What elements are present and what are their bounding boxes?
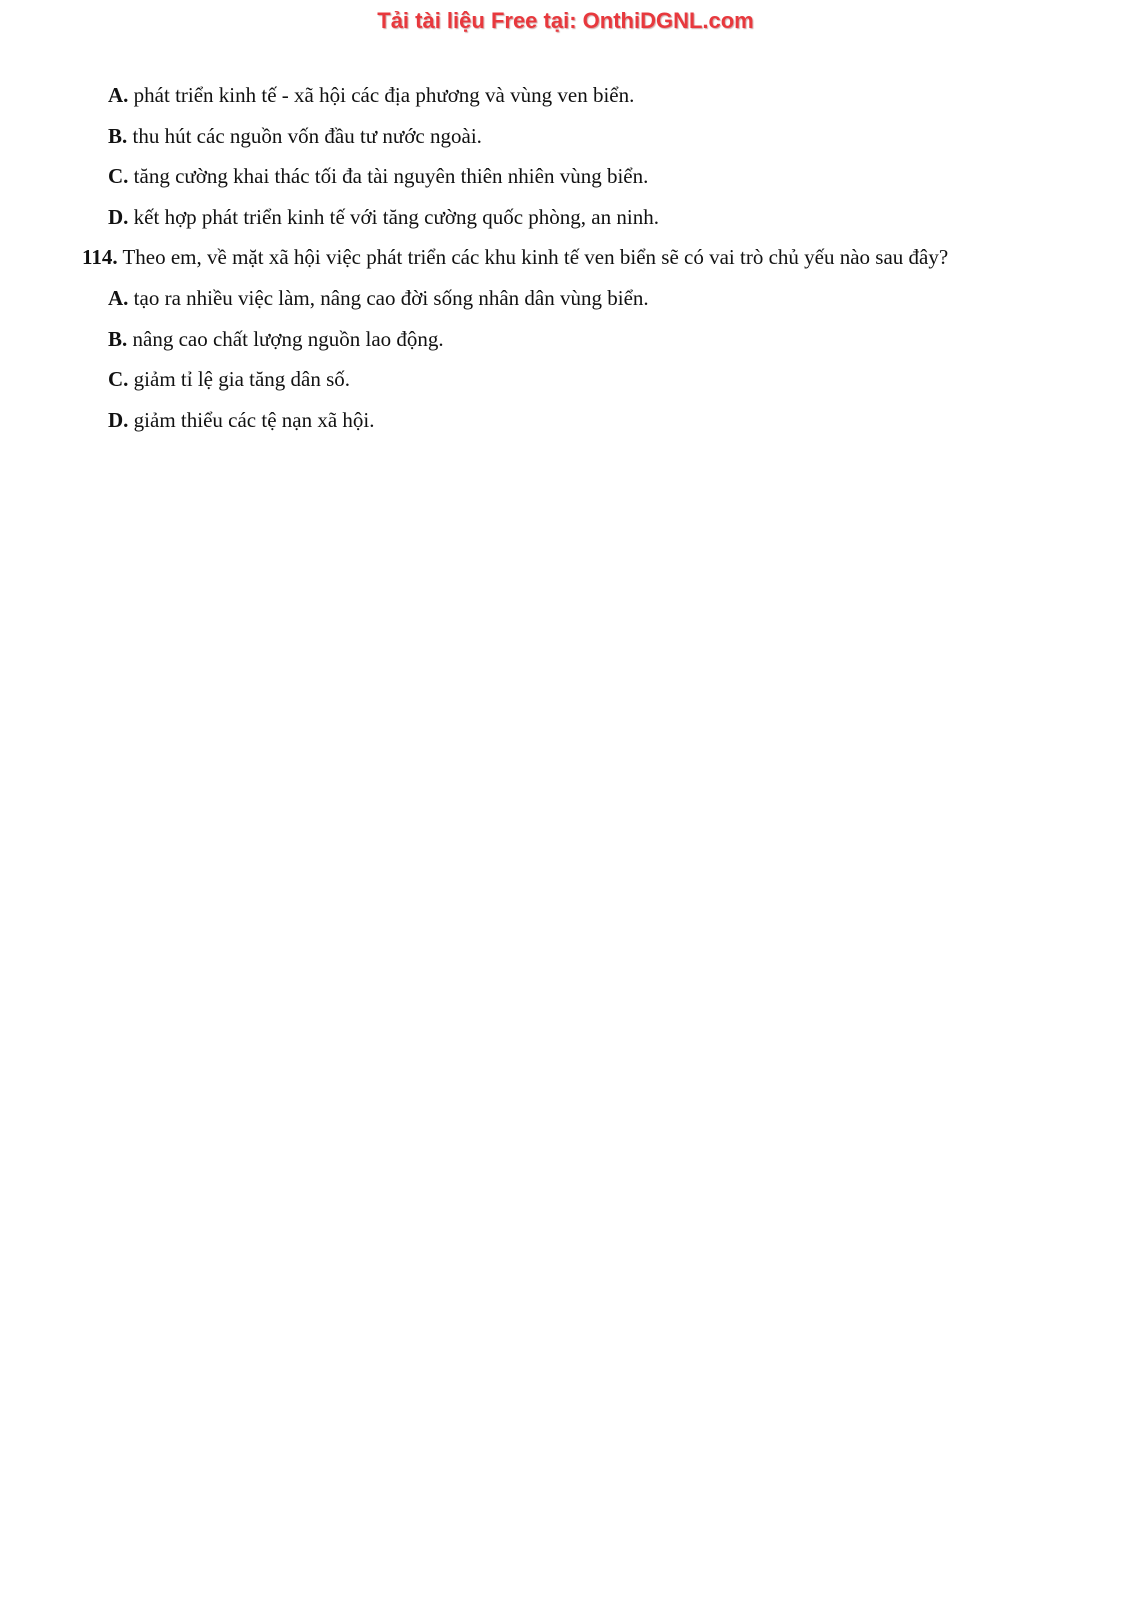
option-text: thu hút các nguồn vốn đầu tư nước ngoài.	[127, 123, 482, 148]
question-text: Theo em, về mặt xã hội việc phát triển các khu kinh tế ven biển sẽ có vai trò chủ yếu nào sau đây?	[117, 245, 949, 270]
option-text: tạo ra nhiều việc làm, nâng cao đời sống nhân dân vùng biển.	[128, 285, 649, 310]
q114-option-b	[0, 319, 1131, 360]
option-text: giảm tỉ lệ gia tăng dân số.	[128, 367, 351, 392]
option-text: tăng cường khai thác tối đa tài nguyên thiên nhiên vùng biển.	[128, 164, 649, 189]
question-number: 114.	[82, 245, 118, 270]
prev-option-c	[0, 156, 1131, 197]
prev-option-d	[0, 197, 1131, 238]
option-letter: C.	[108, 164, 129, 189]
question-content	[0, 75, 1131, 440]
option-letter: B.	[108, 326, 128, 351]
option-letter: D.	[108, 204, 129, 229]
option-text: phát triển kinh tế - xã hội các địa phương và vùng ven biển.	[128, 83, 635, 107]
prev-option-a	[0, 75, 1131, 116]
option-letter: D.	[108, 407, 129, 432]
q114-option-d	[0, 400, 1131, 441]
option-letter: C.	[108, 367, 129, 392]
option-text: kết hợp phát triển kinh tế với tăng cường quốc phòng, an ninh.	[128, 204, 659, 229]
q114-option-c	[0, 359, 1131, 400]
option-text: giảm thiểu các tệ nạn xã hội.	[128, 407, 375, 432]
option-letter: A.	[108, 83, 129, 107]
option-letter: A.	[108, 285, 129, 310]
question-114	[0, 237, 1131, 278]
option-text: nâng cao chất lượng nguồn lao động.	[127, 326, 444, 351]
option-letter: B.	[108, 123, 128, 148]
prev-option-b	[0, 116, 1131, 157]
download-banner: Tải tài liệu Free tại: OnthiDGNL.com	[377, 8, 754, 33]
q114-option-a	[0, 278, 1131, 319]
